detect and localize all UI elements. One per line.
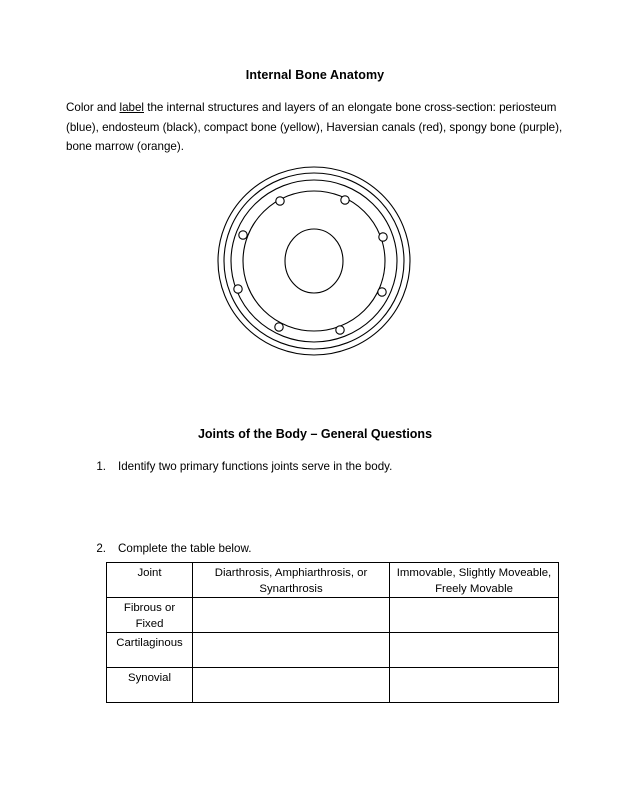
haversian-canal-3 xyxy=(239,231,247,239)
haversian-canal-1 xyxy=(276,197,284,205)
bone-instructions xyxy=(66,98,564,157)
column-header-mobility: Immovable, Slightly Moveable, Freely Movable xyxy=(390,563,559,598)
ring-marrow-cavity xyxy=(285,229,343,293)
answer-cell-cartilaginous-mobility[interactable] xyxy=(390,633,559,668)
row-label-synovial: Synovial xyxy=(107,668,193,703)
instructions-underlined-word: label xyxy=(119,101,144,114)
joints-section-title: Joints of the Body – General Questions xyxy=(197,427,433,441)
column-header-joint: Joint xyxy=(107,563,193,598)
haversian-canal-8 xyxy=(336,326,344,334)
instructions-text-after: the internal structures and layers of an elongate bone cross-section: periosteum (blue), endosteum (black), compact bone (yellow), Haversian canals (red), spongy bone (purple), bone marrow (orange). xyxy=(66,101,563,154)
haversian-canal-2 xyxy=(341,196,349,204)
question-2-text: Complete the table below. xyxy=(118,542,252,555)
question-2-number: 2. xyxy=(96,542,106,555)
table-row xyxy=(107,668,559,703)
column-header-classification: Diarthrosis, Amphiarthrosis, or Synarthrosis xyxy=(193,563,390,598)
question-1-number: 1. xyxy=(96,460,106,473)
question-item-2 xyxy=(84,539,554,558)
question-1-text: Identify two primary functions joints serve in the body. xyxy=(118,460,393,473)
page-title: Internal Bone Anatomy xyxy=(245,68,385,82)
table-row xyxy=(107,633,559,668)
answer-cell-synovial-classification[interactable] xyxy=(193,668,390,703)
joints-table xyxy=(106,562,559,703)
answer-cell-cartilaginous-classification[interactable] xyxy=(193,633,390,668)
instructions-text-before: Color and xyxy=(66,101,120,114)
answer-cell-synovial-mobility[interactable] xyxy=(390,668,559,703)
row-label-fibrous: Fibrous or Fixed xyxy=(107,598,193,633)
haversian-canal-7 xyxy=(275,323,283,331)
haversian-canal-5 xyxy=(234,285,242,293)
row-label-cartilaginous: Cartilaginous xyxy=(107,633,193,668)
table-header-row xyxy=(107,563,559,598)
haversian-canal-6 xyxy=(378,288,386,296)
bone-cross-section-diagram xyxy=(210,160,420,365)
answer-cell-fibrous-mobility[interactable] xyxy=(390,598,559,633)
answer-cell-fibrous-classification[interactable] xyxy=(193,598,390,633)
haversian-canal-4 xyxy=(379,233,387,241)
question-item-1 xyxy=(84,457,554,476)
table-row xyxy=(107,598,559,633)
